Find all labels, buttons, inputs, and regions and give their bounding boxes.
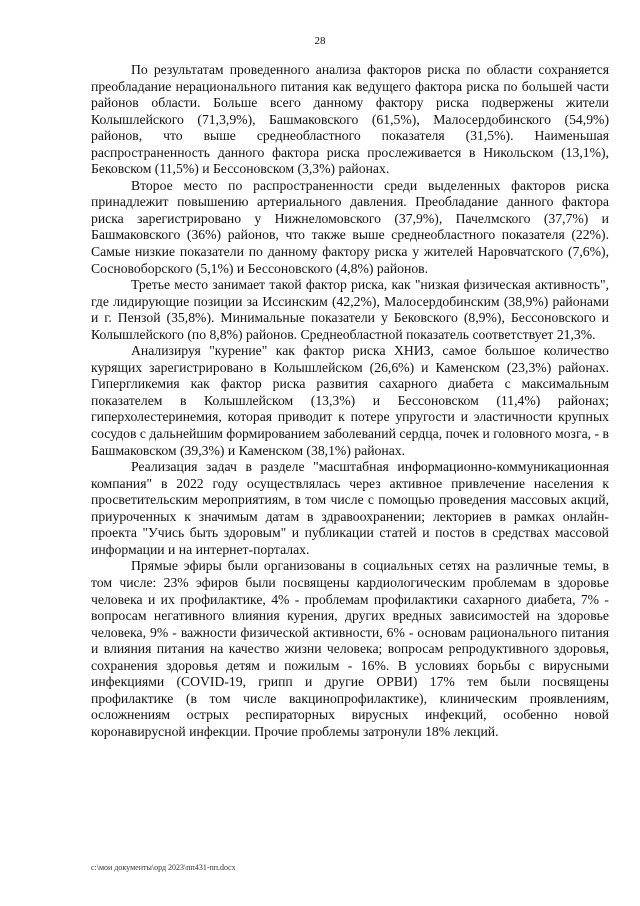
paragraph-info-campaign: Реализация задач в разделе "масштабная информационно-коммуникационная компания" в 2022 году осуществлялась через активное привлечение населения к просветительским мероприятиям, в том числе с помощью проведения массовых акций, приуроченных к значимым датам в здравоохранении; лекториев в рамках онлайн-проекта "Учись быть здоровым" и публикации статей и постов в средствах массовой информации и на интернет-порталах. <box>91 459 609 557</box>
page-number: 28 <box>314 35 326 47</box>
document-body <box>91 62 609 740</box>
paragraph-blood-pressure: Второе место по распространенности среди выделенных факторов риска принадлежит повышению артериального давления. Преобладание данного фактора риска зарегистрировано у Нижнеломовского (37,9%), Пачелмского (37,7%) и Башмаковского (36%) районов, что также выше среднеобластного показателя (22%). Самые низкие показатели по данному фактору риска у жителей Наровчатского (7,6%), Сосновоборского (5,1%) и Бессоновского (4,8%) районов. <box>91 177 609 276</box>
paragraph-live-broadcasts: Прямые эфиры были организованы в социальных сетях на различные темы, в том числе: 23% эфиров были посвящены кардиологическим проблемам в здоровье человека и их профилактике, 4% - проблемам профилактики сахарного диабета, 7% - вопросам негативного влияния курения, других вредных зависимостей на здоровье человека, 9% - важности физической активности, 6% - основам рационального питания и влияния питания на качество жизни человека; вопросам репродуктивного здоровья, сохранения здоровья детям и пожилым - 16%. В условиях борьбы с вирусными инфекциями (COVID-19, грипп и другие ОРВИ) 17% тем были посвящены профилактике (в том числе вакцинопрофилактике), клиническим проявлениям, осложнениям острых респираторных вирусных инфекций, особенно новой коронавирусной инфекции. Прочие проблемы затронули 18% лекций. <box>91 558 609 739</box>
paragraph-smoking: Анализируя "курение" как фактор риска ХНИЗ, самое большое количество курящих зарегистрировано в Колышлейском (26,6%) и Каменском (23,3%) районах. Гипергликемия как фактор риска развития сахарного диабета с максимальным показателем в Колышлейском (13,3%) и Бессоновском (11,4%) районах; гиперхолестеринемия, которая приводит к потере упругости и эластичности крупных сосудов с дальнейшим формированием заболеваний сердца, почек и головного мозга, - в Башмаковском (39,3%) и Каменском (38,1%) районах. <box>91 343 609 458</box>
footer-file-path: c:\мои документы\орд 2023\пп431-пп.docx <box>91 863 236 872</box>
paragraph-nutrition-risk: По результатам проведенного анализа факторов риска по области сохраняется преобладание нерационального питания как ведущего фактора риска по большей части районов области. Больше всего данному фактору риска подвержены жители Колышлейского (71,3,9%), Башмаковского (61,5%), Малосердобинского (54,9%) районов, что выше среднеобластного показателя (31,5%). Наименьшая распространенность данного фактора риска прослеживается в Никольском (13,1%), Бековском (11,5%) и Бессоновском (3,3%) районах. <box>91 62 609 177</box>
paragraph-physical-activity: Третье место занимает такой фактор риска, как "низкая физическая активность", где лидирующие позиции за Иссинским (42,2%), Малосердобинским (38,9%) районами и г. Пензой (35,8%). Минимальные показатели у Бековского (8,9%), Бессоновского и Колышлейского (по 8,8%) районов. Среднеобластной показатель соответствует 21,3%. <box>91 277 609 342</box>
